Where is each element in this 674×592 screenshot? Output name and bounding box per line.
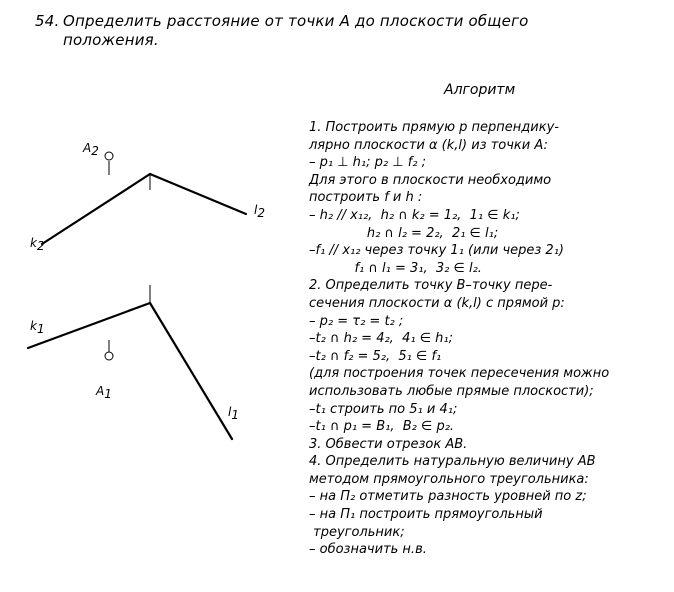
algorithm-line: f₁ ∩ l₁ = 3₁, 3₂ ∈ l₂.: [309, 260, 482, 276]
line-l2: [150, 174, 246, 214]
algorithm-line: треугольник;: [309, 524, 405, 540]
algorithm-line: 1. Построить прямую p перпендику-: [309, 120, 559, 135]
task-number: 54.: [35, 12, 60, 30]
label-l2: l2: [254, 203, 265, 220]
algorithm-line: –t₁ ∩ p₁ = B₁, B₂ ∈ p₂.: [309, 419, 455, 435]
line-l1: [150, 303, 232, 439]
algorithm-heading: Алгоритм: [444, 82, 516, 98]
label-a1: A1: [96, 384, 112, 401]
algorithm-line: (для построения точек пересечения можно: [309, 366, 610, 382]
line-k1: [28, 303, 150, 348]
label-k2: k2: [30, 236, 45, 253]
algorithm-line: 4. Определить натуральную величину AB: [309, 454, 596, 470]
point-a1: [105, 352, 113, 360]
algorithm-steps: [309, 119, 669, 559]
line-k2: [42, 174, 150, 244]
algorithm-line: 2. Определить точку B–точку пере-: [309, 278, 553, 294]
algorithm-line: методом прямоугольного треугольника:: [309, 471, 589, 487]
algorithm-line: построить f и h :: [309, 190, 423, 206]
label-l1: l1: [228, 405, 239, 422]
algorithm-line: –t₁ строить по 5₁ и 4₁;: [309, 401, 458, 417]
algorithm-line: – обозначить н.в.: [309, 542, 427, 558]
algorithm-line: – p₂ = τ₂ = t₂ ;: [309, 313, 404, 329]
algorithm-line: использовать любые прямые плоскости);: [309, 383, 594, 399]
algorithm-line: Для этого в плоскости необходимо: [309, 172, 552, 188]
algorithm-line: – на П₂ отметить разность уровней по z;: [309, 489, 587, 505]
algorithm-line: –f₁ // x₁₂ через точку 1₁ (или через 2₁): [309, 243, 564, 259]
algorithm-line: сечения плоскости α (k,l) с прямой p:: [309, 295, 565, 311]
task-title-line1: Определить расстояние от точки A до плоскости общего: [63, 12, 529, 30]
algorithm-line: – h₂ // x₁₂, h₂ ∩ k₂ = 1₂, 1₁ ∈ k₁;: [309, 207, 520, 223]
task-title-line2: положения.: [63, 31, 159, 49]
algorithm-line: –t₂ ∩ f₂ = 5₂, 5₁ ∈ f₁: [309, 348, 442, 364]
point-a2: [105, 152, 113, 160]
algorithm-line: –t₂ ∩ h₂ = 4₂, 4₁ ∈ h₁;: [309, 331, 453, 347]
algorithm-line: 3. Обвести отрезок AB.: [309, 436, 468, 452]
algorithm-line: лярно плоскости α (k,l) из точки A:: [309, 137, 548, 153]
label-a2: A2: [83, 141, 99, 158]
algorithm-line: – на П₁ построить прямоугольный: [309, 507, 543, 523]
algorithm-line: h₂ ∩ l₂ = 2₂, 2₁ ∈ l₁;: [309, 225, 499, 241]
algorithm-line: – p₁ ⊥ h₁; p₂ ⊥ f₂ ;: [309, 155, 426, 171]
label-k1: k1: [30, 319, 45, 336]
